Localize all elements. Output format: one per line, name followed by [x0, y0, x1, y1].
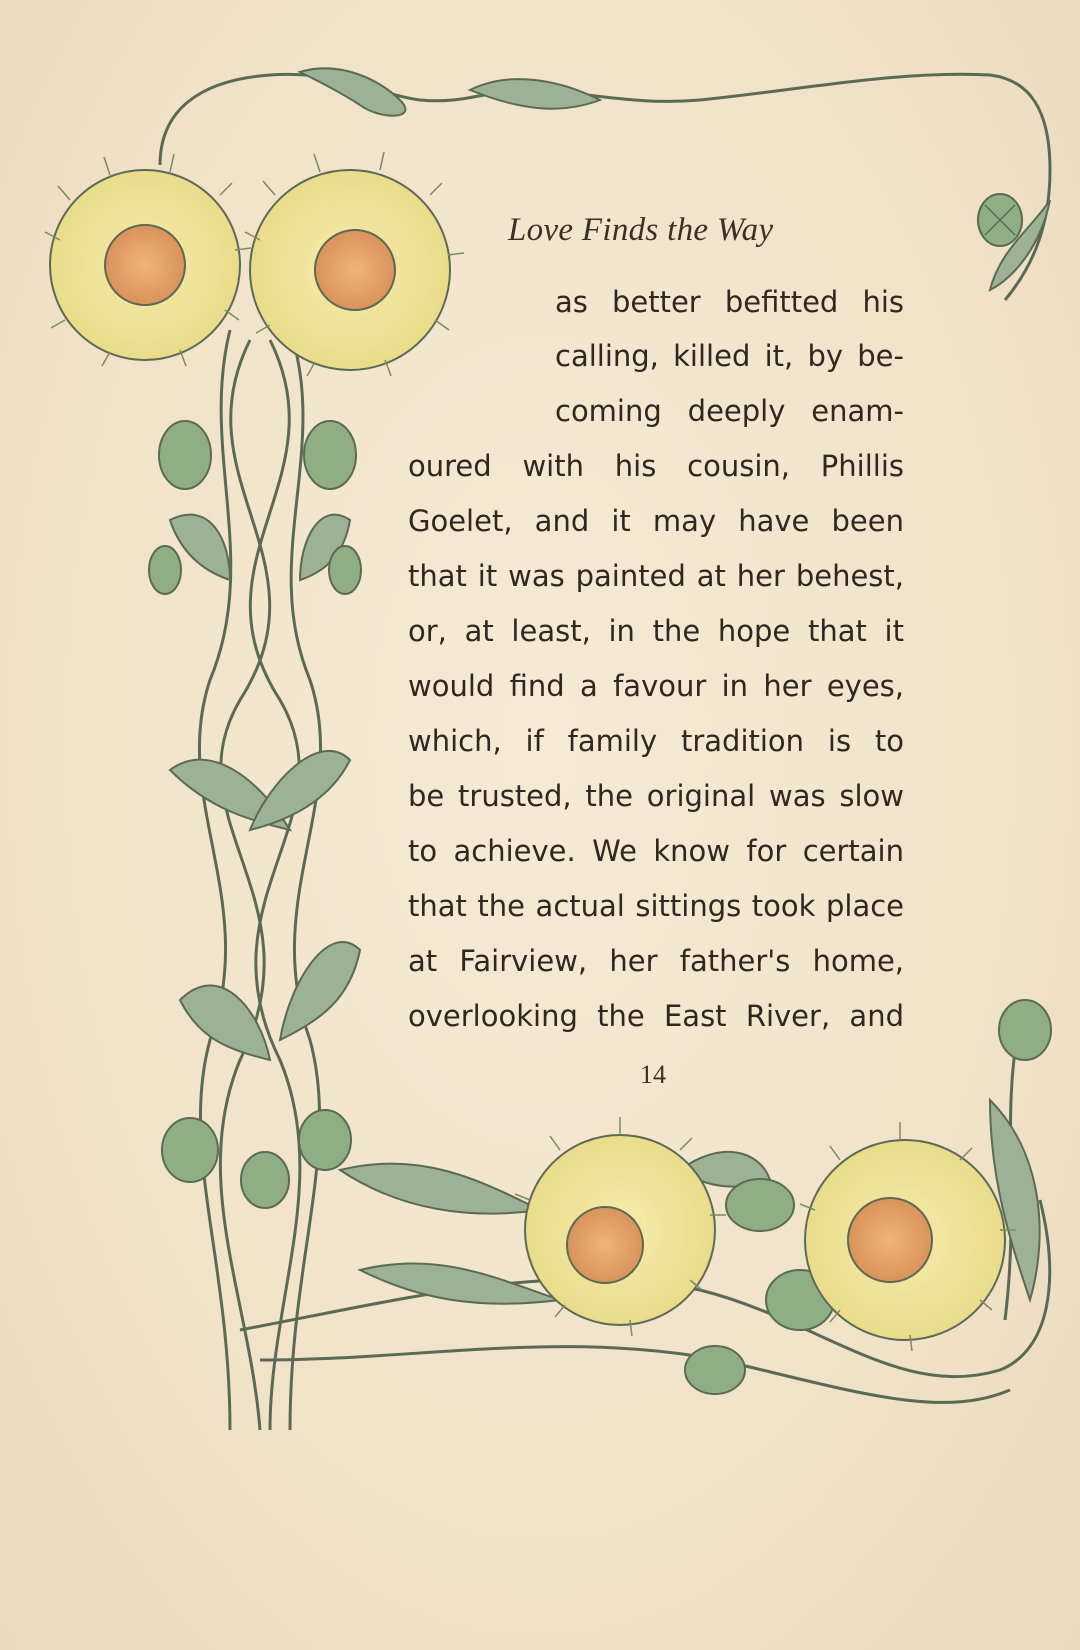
text-line: as better befitted his — [555, 285, 904, 319]
text-line: that the actual sittings took place — [408, 889, 904, 923]
text-line: which, if family tradition is to — [408, 724, 904, 758]
text-line: calling, killed it, by be- — [555, 339, 904, 373]
text-line: at Fairview, her father's home, — [408, 944, 904, 978]
text-line: to achieve. We know for certain — [408, 834, 904, 868]
running-head: Love Finds the Way — [508, 212, 774, 248]
page-number: 14 — [640, 1060, 666, 1089]
text-line: overlooking the East River, and — [408, 999, 904, 1033]
text-line: Goelet, and it may have been — [408, 504, 904, 538]
text-line: would find a favour in her eyes, — [408, 669, 904, 703]
text-line: oured with his cousin, Phillis — [408, 449, 904, 483]
text-line: be trusted, the original was slow — [408, 779, 904, 813]
text-line: that it was painted at her behest, — [408, 559, 904, 593]
text-line: coming deeply enam- — [555, 394, 904, 428]
text-line: or, at least, in the hope that it — [408, 614, 904, 648]
